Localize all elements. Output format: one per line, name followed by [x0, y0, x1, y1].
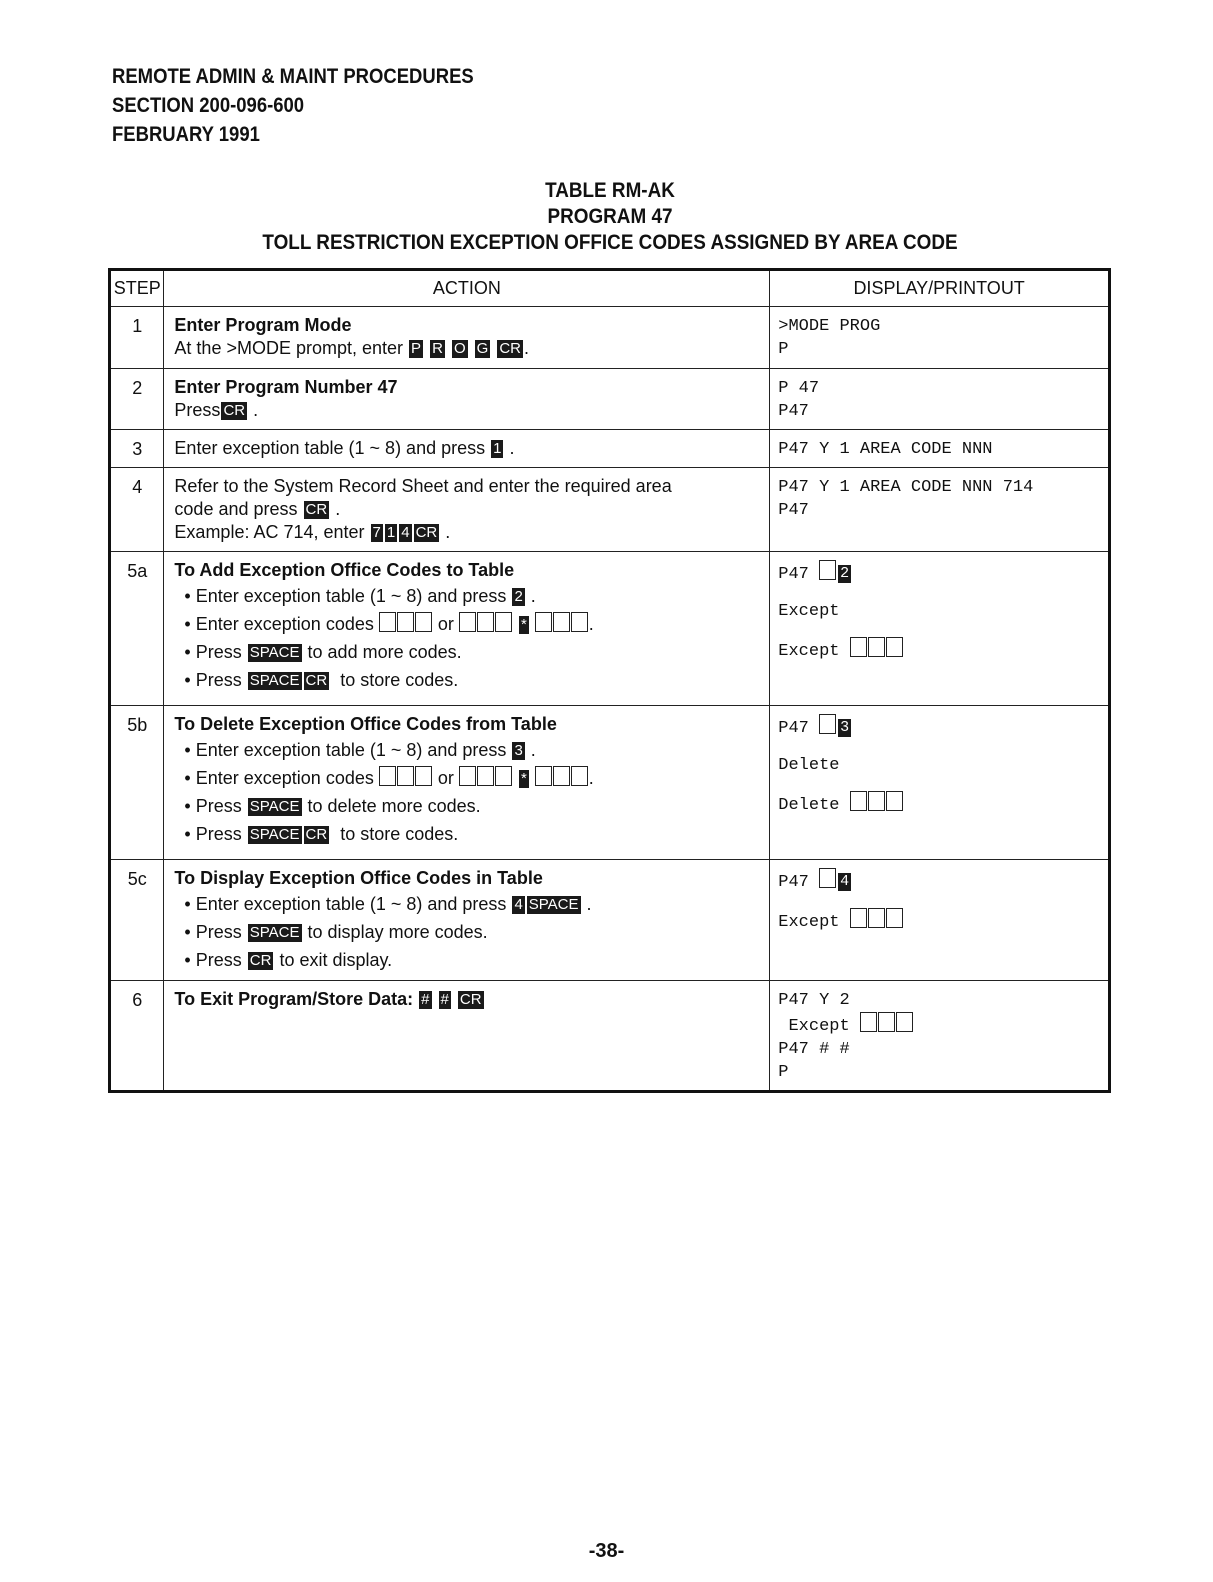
key-7: 7	[372, 524, 381, 541]
display-line: Except	[778, 602, 840, 621]
digit-box	[379, 612, 396, 632]
key-asterisk: *	[520, 616, 527, 633]
key-1: 1	[386, 524, 396, 541]
step-heading: Enter Program Number 47	[174, 377, 398, 397]
digit-box	[553, 612, 570, 632]
key-1: 1	[493, 440, 502, 457]
bullet-item: • Press CR to exit display.	[184, 950, 393, 970]
document-header	[112, 62, 474, 149]
digit-box	[459, 766, 476, 786]
key-2: 2	[514, 588, 523, 605]
display-line: P47 4	[778, 868, 1100, 894]
digit-box	[495, 612, 512, 632]
digit-box	[459, 612, 476, 632]
display-line: P	[778, 1063, 789, 1082]
display-line: P47	[778, 501, 809, 520]
display-line: >MODE PROG	[778, 317, 881, 336]
key-3: 3	[514, 742, 523, 759]
key-space: SPACE	[249, 924, 300, 941]
example-text: Example: AC 714, enter	[174, 522, 365, 542]
table-row	[110, 860, 1110, 981]
digit-box	[819, 868, 836, 888]
table-row: 2 Enter Program Number 47 Press CR . P 47 P47	[110, 369, 1110, 430]
display-line: P	[778, 340, 789, 359]
digit-box	[819, 560, 836, 580]
digit-box	[860, 1012, 877, 1032]
step-heading: To Display Exception Office Codes in Table	[174, 868, 543, 888]
digit-box	[571, 612, 588, 632]
step-text: At the >MODE prompt, enter	[174, 338, 404, 358]
table-row	[110, 706, 1110, 860]
key-4: 4	[514, 896, 523, 913]
key-3: 3	[840, 719, 850, 736]
display-line: P47 Y 1 AREA CODE NNN 714	[778, 478, 1034, 497]
digit-box	[397, 612, 414, 632]
header-date: FEBRUARY 1991	[112, 123, 260, 146]
key-space: SPACE	[249, 798, 300, 815]
key-g: G	[476, 340, 489, 357]
step-heading: To Exit Program/Store Data:	[174, 989, 414, 1009]
bullet-item: • Press SPACE CR to store codes.	[184, 670, 459, 690]
bullet-item: • Press SPACE to delete more codes.	[184, 796, 481, 816]
digit-box	[397, 766, 414, 786]
bullet-item: • Enter exception table (1 ~ 8) and press 2 .	[184, 586, 536, 606]
key-cr: CR	[415, 524, 438, 541]
bullet-item: • Press SPACE to display more codes.	[184, 922, 488, 942]
table-row: 1 Enter Program Mode At the >MODE prompt, enter P R O G CR . >MODE PROG P	[110, 307, 1110, 369]
digit-box	[850, 791, 867, 811]
step-number: 5b	[127, 715, 148, 735]
digit-box	[850, 637, 867, 657]
table-title	[110, 178, 1110, 256]
table-row	[110, 552, 1110, 706]
header-section: SECTION 200-096-600	[112, 94, 305, 117]
step-text: Press	[174, 400, 221, 420]
table-id: TABLE RM-AK	[545, 179, 675, 202]
key-p: P	[411, 340, 422, 357]
display-line: Delete	[778, 756, 840, 775]
table-row: 4 Refer to the System Record Sheet and enter the required area code and press CR . Example: AC 714, enter 7 1 4 CR . P47 Y 1 AREA CODE NNN 714 P47	[110, 468, 1110, 552]
step-number: 2	[132, 378, 143, 398]
key-r: R	[432, 340, 443, 357]
key-cr: CR	[459, 991, 482, 1008]
table-row	[110, 981, 1110, 1092]
digit-box	[886, 637, 903, 657]
program-number: PROGRAM 47	[547, 205, 673, 228]
key-o: O	[453, 340, 466, 357]
digit-box	[868, 908, 885, 928]
bullet-item: • Enter exception codes or * .	[184, 768, 594, 788]
table-header-row	[110, 270, 1110, 307]
key-space: SPACE	[249, 672, 300, 689]
column-header-display: DISPLAY/PRINTOUT	[770, 270, 1110, 307]
step-number: 6	[132, 990, 143, 1010]
step-text: Refer to the System Record Sheet and enter the required area	[174, 476, 672, 496]
step-text: Enter exception table (1 ~ 8) and press	[174, 438, 486, 458]
display-line: Except	[778, 1012, 1100, 1038]
display-line: P47 2	[778, 560, 1100, 586]
key-4: 4	[401, 524, 410, 541]
digit-box	[535, 766, 552, 786]
key-cr: CR	[249, 952, 272, 969]
step-number: 1	[132, 316, 143, 336]
step-heading: Enter Program Mode	[174, 315, 352, 335]
column-header-action: ACTION	[164, 270, 770, 307]
key-space: SPACE	[528, 896, 579, 913]
digit-box	[553, 766, 570, 786]
step-heading: To Delete Exception Office Codes from Table	[174, 714, 557, 734]
step-text: code and press	[174, 499, 298, 519]
step-heading: To Add Exception Office Codes to Table	[174, 560, 515, 580]
key-space: SPACE	[249, 826, 300, 843]
key-cr: CR	[499, 340, 521, 357]
page-number: -38-	[588, 1540, 625, 1562]
key-space: SPACE	[249, 644, 300, 661]
key-asterisk: *	[520, 770, 527, 787]
bullet-item: • Enter exception table (1 ~ 8) and press 4 SPACE .	[184, 894, 592, 914]
display-line: Except	[778, 908, 1100, 934]
column-header-step: STEP	[110, 270, 164, 307]
digit-box	[886, 908, 903, 928]
digit-box	[379, 766, 396, 786]
bullet-item: • Press SPACE to add more codes.	[184, 642, 462, 662]
digit-box	[571, 766, 588, 786]
digit-box	[535, 612, 552, 632]
display-line: P 47	[778, 379, 820, 398]
digit-box	[415, 612, 432, 632]
table-description: TOLL RESTRICTION EXCEPTION OFFICE CODES ASSIGNED BY AREA CODE	[262, 231, 958, 254]
digit-box	[896, 1012, 913, 1032]
digit-box	[819, 714, 836, 734]
digit-box	[850, 908, 867, 928]
digit-box	[878, 1012, 895, 1032]
bullet-item: • Enter exception codes or * .	[184, 614, 594, 634]
key-hash: #	[440, 991, 449, 1008]
step-number: 5c	[127, 869, 147, 889]
display-line: P47	[778, 402, 809, 421]
key-cr: CR	[305, 672, 328, 689]
digit-box	[886, 791, 903, 811]
key-cr: CR	[305, 501, 328, 518]
step-number: 5a	[127, 561, 148, 581]
display-line: P47 Y 2	[778, 991, 850, 1010]
key-4: 4	[840, 873, 850, 890]
digit-box	[477, 766, 494, 786]
bullet-item: • Press SPACE CR to store codes.	[184, 824, 459, 844]
digit-box	[868, 637, 885, 657]
table-row: 3 Enter exception table (1 ~ 8) and press 1 . P47 Y 1 AREA CODE NNN	[110, 430, 1110, 468]
display-line: P47 # #	[778, 1040, 850, 1059]
bullet-item: • Enter exception table (1 ~ 8) and press 3 .	[184, 740, 536, 760]
key-hash: #	[421, 991, 430, 1008]
key-cr: CR	[223, 402, 246, 419]
digit-box	[477, 612, 494, 632]
display-line: P47 Y 1 AREA CODE NNN	[778, 440, 993, 459]
digit-box	[868, 791, 885, 811]
digit-box	[495, 766, 512, 786]
display-line: Except	[778, 637, 1100, 663]
key-2: 2	[840, 565, 850, 582]
header-title: REMOTE ADMIN & MAINT PROCEDURES	[112, 65, 474, 88]
step-number: 4	[132, 477, 143, 497]
step-number: 3	[132, 439, 143, 459]
key-cr: CR	[305, 826, 328, 843]
display-line: Delete	[778, 791, 1100, 817]
digit-box	[415, 766, 432, 786]
display-line: P47 3	[778, 714, 1100, 740]
procedure-table	[108, 268, 1111, 1093]
